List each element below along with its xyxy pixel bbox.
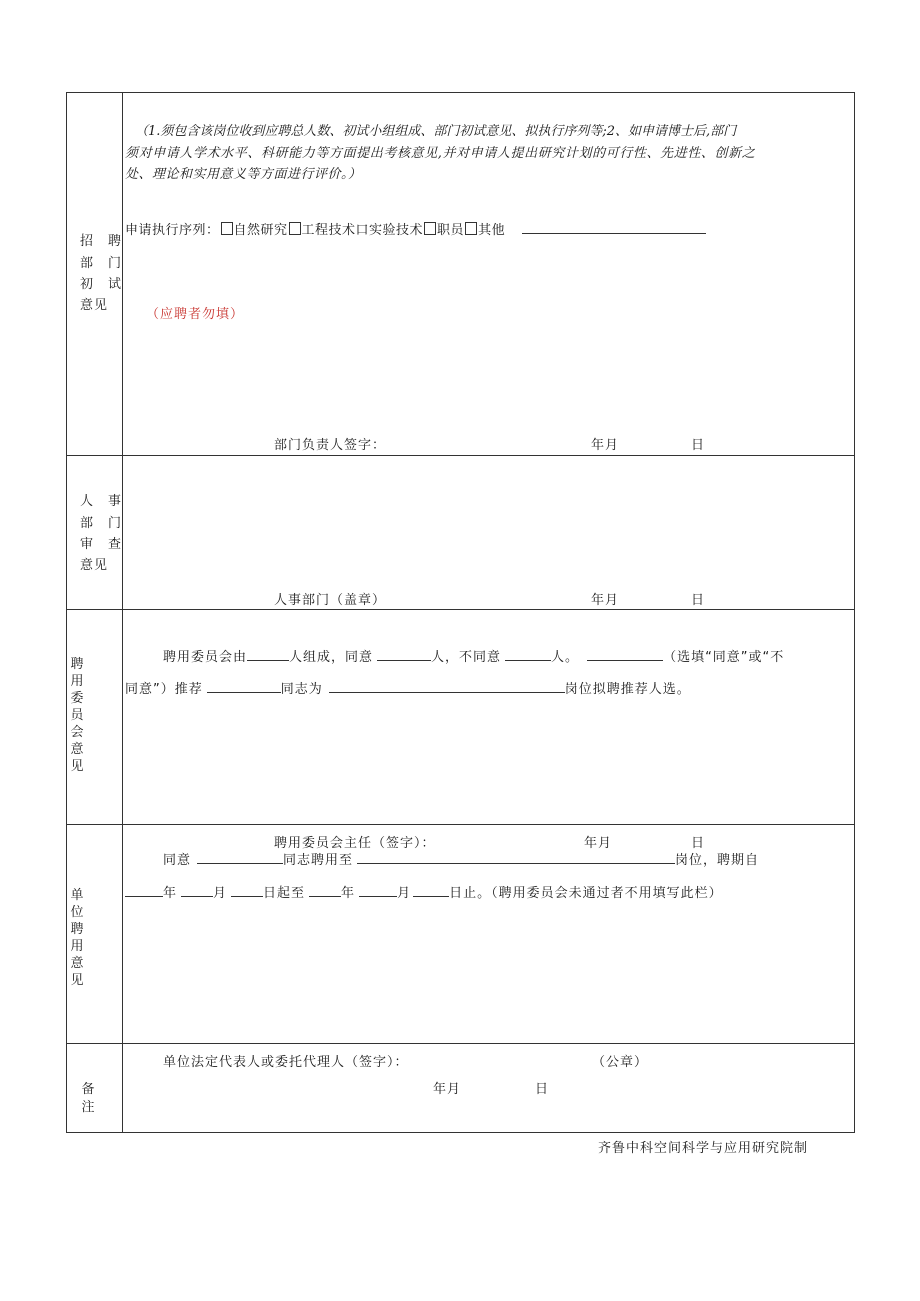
- row-hr-review: [67, 455, 854, 609]
- date-day: 日: [691, 593, 706, 608]
- text: 年: [163, 886, 178, 901]
- text: 月: [397, 886, 412, 901]
- label-hr-review: [67, 456, 123, 609]
- label-recruit-dept-opinion: [67, 93, 123, 455]
- dept-head-sign: 部门负责人签字：: [274, 438, 387, 453]
- label-committee-opinion: [67, 610, 123, 824]
- checkbox-staff[interactable]: [424, 222, 436, 235]
- blank-end-year[interactable]: [309, 883, 341, 897]
- sequence-label: 申请执行序列：: [125, 223, 220, 238]
- unit-line-2: [125, 883, 723, 902]
- date-year-month: 年月: [433, 1082, 462, 1097]
- content-remarks[interactable]: [123, 1044, 854, 1132]
- date-year-month: 年月: [591, 593, 620, 608]
- option-natural-research: 自然研究: [233, 223, 288, 238]
- applicant-note: （应聘者勿填）: [146, 307, 245, 322]
- option-staff: 职员: [437, 223, 465, 238]
- text: 日止。（聘用委员会未通过者不用填写此栏）: [449, 886, 723, 901]
- label-line: 部 门: [80, 256, 123, 271]
- row-remarks: [67, 1043, 854, 1132]
- label-char: 用: [70, 939, 84, 954]
- content-unit-opinion[interactable]: [123, 825, 854, 1097]
- row-unit-opinion: [67, 824, 854, 1097]
- date-day: 日: [535, 1082, 550, 1097]
- blank-recommend[interactable]: [207, 679, 281, 693]
- label-char: 会: [70, 725, 84, 740]
- blank-start-month[interactable]: [181, 883, 213, 897]
- sequence-row: [125, 220, 706, 239]
- text: 人组成，同意: [289, 650, 374, 665]
- label-line: 部 门: [80, 516, 123, 531]
- label-line: 意见: [80, 298, 109, 313]
- blank-end-month[interactable]: [359, 883, 397, 897]
- unit-line-1: [163, 850, 759, 869]
- blank-start-year[interactable]: [125, 883, 163, 897]
- label-char: 意: [70, 742, 84, 757]
- date-day: 日: [691, 438, 706, 453]
- text: 日起至: [263, 886, 306, 901]
- label-line: 审 查: [80, 537, 123, 552]
- text: 岗位拟聘推荐人选。: [564, 682, 691, 697]
- committee-line-1: [163, 647, 784, 666]
- text: 同意: [163, 853, 192, 868]
- blank-start-day[interactable]: [231, 883, 263, 897]
- checkbox-natural-research[interactable]: [221, 222, 233, 235]
- text: 聘用委员会由: [163, 650, 248, 665]
- label-char: 聘: [70, 657, 84, 672]
- text: 年: [341, 886, 356, 901]
- date-year-month: 年月: [584, 836, 613, 851]
- label-char: 意: [70, 956, 84, 971]
- blank-position[interactable]: [357, 850, 675, 864]
- label-char: 见: [70, 759, 84, 774]
- other-blank[interactable]: [522, 220, 706, 234]
- text: 岗位，聘期自: [675, 853, 760, 868]
- label-char: 位: [70, 905, 84, 920]
- row-committee-opinion: [67, 609, 854, 851]
- label-remarks: [67, 1044, 123, 1132]
- instruction-line-3: 处、理论和实用意义等方面进行评价。）: [125, 167, 362, 182]
- text: （选填“同意”或“不: [663, 650, 785, 665]
- blank-members[interactable]: [247, 647, 289, 661]
- text: 同志为: [280, 682, 323, 697]
- label-char: 见: [70, 973, 84, 988]
- blank-position[interactable]: [329, 679, 565, 693]
- label-line: 初 试: [80, 277, 123, 292]
- checkbox-engineering[interactable]: [289, 222, 301, 235]
- checkbox-other[interactable]: [465, 222, 477, 235]
- committee-line-2: [125, 679, 691, 698]
- label-line: 意见: [80, 558, 109, 573]
- blank-end-day[interactable]: [413, 883, 449, 897]
- label-unit-opinion: [67, 825, 123, 1043]
- blank-name[interactable]: [197, 850, 283, 864]
- form-table: [66, 92, 855, 1133]
- official-seal: （公章）: [592, 1055, 649, 1070]
- label-char: 单: [70, 888, 84, 903]
- label-char: 用: [70, 674, 84, 689]
- text: 同意”）推荐: [125, 682, 203, 697]
- blank-agree[interactable]: [377, 647, 431, 661]
- content-hr-review[interactable]: [123, 456, 854, 609]
- label-char: 聘: [70, 922, 84, 937]
- label-line: 人 事: [80, 494, 123, 509]
- text: 人。: [551, 650, 580, 665]
- content-recruit-dept-opinion[interactable]: [123, 93, 854, 455]
- footer-org: 齐鲁中科空间科学与应用研究院制: [598, 1141, 809, 1156]
- hr-seal: 人事部门（盖章）: [274, 593, 387, 608]
- instruction-line-2: 须对申请人学术水平、科研能力等方面提出考核意见,并对申请人提出研究计划的可行性、先进性、创新之: [125, 146, 756, 161]
- label-char: 委: [70, 691, 84, 706]
- legal-rep-sign: 单位法定代表人或委托代理人（签字）：: [163, 1055, 409, 1070]
- content-committee-opinion[interactable]: [123, 610, 854, 851]
- date-year-month: 年月: [591, 438, 620, 453]
- label-line: 招 聘: [80, 234, 123, 249]
- option-engineering: 工程技术口实验技术: [301, 223, 424, 238]
- text: 同志聘用至: [283, 853, 354, 868]
- committee-chair-sign: 聘用委员会主任（签字）：: [274, 836, 436, 851]
- text: 人，不同意: [431, 650, 502, 665]
- label-char: 备: [81, 1082, 95, 1097]
- instruction-line-1: （1.须包含该岗位收到应聘总人数、初试小组组成、部门初试意见、拟执行序列等;2、如申请博士后,部门: [135, 124, 737, 139]
- date-day: 日: [691, 836, 706, 851]
- blank-disagree[interactable]: [505, 647, 551, 661]
- row-recruit-dept-opinion: [67, 93, 854, 455]
- label-char: 注: [81, 1100, 95, 1115]
- text: 月: [213, 886, 228, 901]
- option-other: 其他: [478, 223, 506, 238]
- label-char: 员: [70, 708, 84, 723]
- blank-choice[interactable]: [587, 647, 663, 661]
